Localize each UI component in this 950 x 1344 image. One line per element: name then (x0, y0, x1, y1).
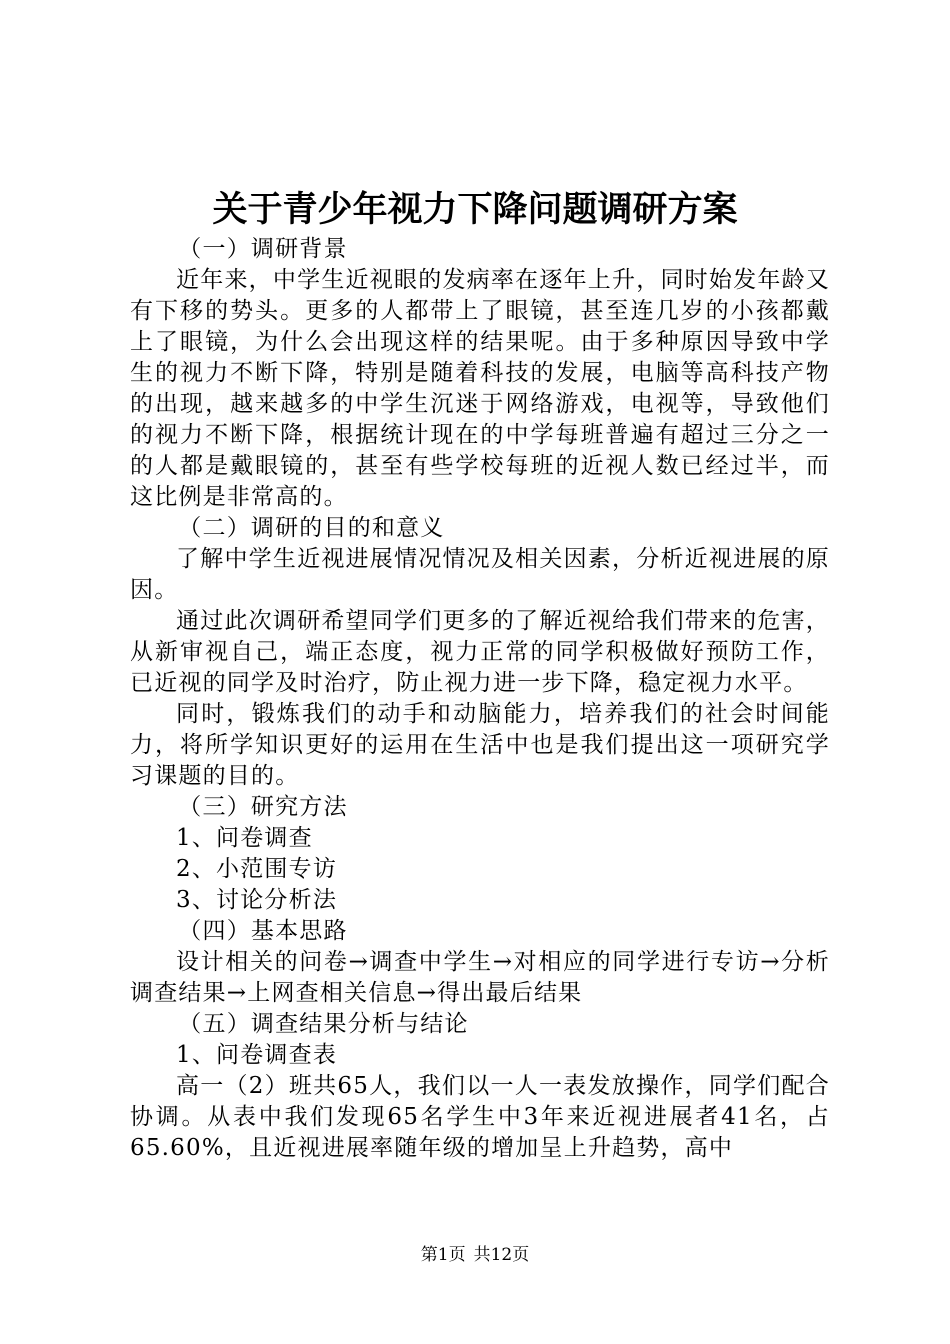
body-paragraph: 通过此次调研希望同学们更多的了解近视给我们带来的危害，从新审视自己，端正态度，视力正常的同学积极做好预防工作，已近视的同学及时治疗，防止视力进一步下降，稳定视力水平。 (130, 608, 830, 696)
list-item: 2、小范围专访 (176, 856, 338, 882)
list-item: 1、问卷调查 (176, 825, 313, 851)
section-heading: （五）调查结果分析与结论 (178, 1011, 469, 1037)
section-heading: （四）基本思路 (178, 918, 348, 944)
document-body (130, 234, 830, 1164)
body-paragraph: 高一（2）班共65人，我们以一人一表发放操作，同学们配合协调。从表中我们发现65名学生中3年来近视进展者41名，占65.60%，且近视进展率随年级的增加呈上升趋势，高中 (130, 1073, 830, 1161)
section-heading: （三）研究方法 (178, 794, 348, 820)
page-footer (0, 1243, 950, 1267)
page-number: 第1页 (420, 1245, 466, 1265)
body-paragraph: 设计相关的问卷→调查中学生→对相应的同学进行专访→分析调查结果→上网查相关信息→得出最后结果 (130, 949, 830, 1006)
page-total: 共12页 (473, 1245, 530, 1265)
section-heading: （一）调研背景 (178, 236, 348, 262)
document-title: 关于青少年视力下降问题调研方案 (212, 189, 738, 230)
list-item: 1、问卷调查表 (176, 1042, 338, 1068)
body-paragraph: 了解中学生近视进展情况情况及相关因素，分析近视进展的原因。 (130, 546, 830, 603)
list-item: 3、讨论分析法 (176, 887, 338, 913)
body-paragraph: 同时，锻炼我们的动手和动脑能力，培养我们的社会时间能力，将所学知识更好的运用在生活中也是我们提出这一项研究学习课题的目的。 (130, 701, 830, 789)
body-paragraph: 近年来，中学生近视眼的发病率在逐年上升，同时始发年龄又有下移的势头。更多的人都带上了眼镜，甚至连几岁的小孩都戴上了眼镜，为什么会出现这样的结果呢。由于多种原因导致中学生的视力不断下降，特别是随着科技的发展，电脑等高科技产物的出现，越来越多的中学生沉迷于网络游戏，电视等，导致他们的视力不断下降，根据统计现在的中学每班普遍有超过三分之一的人都是戴眼镜的，甚至有些学校每班的近视人数已经过半，而这比例是非常高的。 (130, 267, 830, 510)
section-heading: （二）调研的目的和意义 (178, 515, 445, 541)
